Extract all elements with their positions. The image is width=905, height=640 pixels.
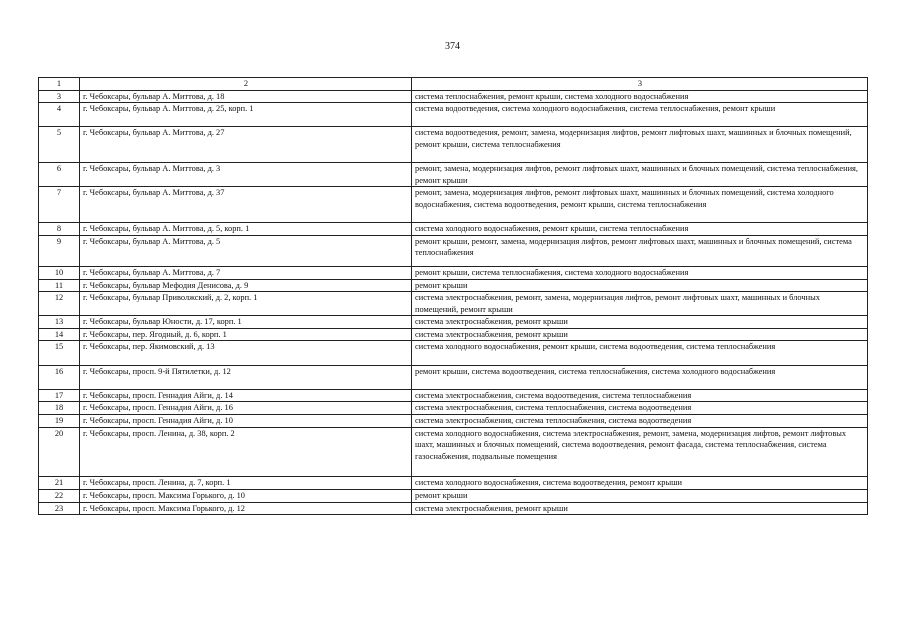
row-works: ремонт крыши, ремонт, замена, модернизация лифтов, ремонт лифтовых шахт, машинных и блочных помещений, система теплоснабжения [412, 235, 868, 266]
table-row [39, 266, 868, 279]
row-address: г. Чебоксары, просп. Геннадия Айги, д. 14 [80, 389, 412, 402]
table-row [39, 389, 868, 402]
table-row [39, 427, 868, 477]
row-works: система электроснабжения, ремонт крыши [412, 316, 868, 329]
row-works: ремонт крыши [412, 279, 868, 292]
row-address: г. Чебоксары, бульвар А. Миттова, д. 37 [80, 187, 412, 223]
row-works: ремонт, замена, модернизация лифтов, ремонт лифтовых шахт, машинных и блочных помещений, система теплоснабжения, ремонт крыши [412, 163, 868, 187]
table-row [39, 103, 868, 127]
row-number: 20 [39, 427, 80, 477]
row-works: система электроснабжения, система теплоснабжения, система водоотведения [412, 402, 868, 415]
row-address: г. Чебоксары, просп. Максима Горького, д. 10 [80, 489, 412, 502]
table-row [39, 90, 868, 103]
column-header-number: 1 [39, 78, 80, 91]
row-works: система водоотведения, система холодного водоснабжения, система теплоснабжения, ремонт крыши [412, 103, 868, 127]
row-number: 14 [39, 328, 80, 341]
row-works: система электроснабжения, ремонт крыши [412, 328, 868, 341]
table-row [39, 365, 868, 389]
row-number: 12 [39, 292, 80, 316]
row-works: система теплоснабжения, ремонт крыши, система холодного водоснабжения [412, 90, 868, 103]
row-number: 7 [39, 187, 80, 223]
table-row [39, 415, 868, 428]
table-row [39, 163, 868, 187]
row-address: г. Чебоксары, бульвар А. Миттова, д. 27 [80, 127, 412, 163]
row-number: 11 [39, 279, 80, 292]
table-row [39, 477, 868, 490]
column-header-works: 3 [412, 78, 868, 91]
row-address: г. Чебоксары, просп. 9-й Пятилетки, д. 12 [80, 365, 412, 389]
column-header-address: 2 [80, 78, 412, 91]
row-address: г. Чебоксары, просп. Геннадия Айги, д. 10 [80, 415, 412, 428]
table-row [39, 292, 868, 316]
row-address: г. Чебоксары, просп. Максима Горького, д. 12 [80, 502, 412, 515]
page-number: 374 [445, 41, 460, 52]
table-row [39, 402, 868, 415]
row-works: система холодного водоснабжения, система электроснабжения, ремонт, замена, модернизация лифтов, ремонт лифтовых шахт, машинных и блочных помещений, система водоотведения, ремонт фасада, система теплоснабжения, система газоснабжения, подвальные помещения [412, 427, 868, 477]
row-number: 6 [39, 163, 80, 187]
row-number: 3 [39, 90, 80, 103]
row-number: 10 [39, 266, 80, 279]
row-number: 16 [39, 365, 80, 389]
row-works: система электроснабжения, система теплоснабжения, система водоотведения [412, 415, 868, 428]
row-works: система электроснабжения, ремонт, замена, модернизация лифтов, ремонт лифтовых шахт, машинных и блочных помещений, ремонт крыши [412, 292, 868, 316]
row-number: 4 [39, 103, 80, 127]
row-works: система холодного водоснабжения, ремонт крыши, система водоотведения, система теплоснабжения [412, 341, 868, 365]
row-number: 18 [39, 402, 80, 415]
row-address: г. Чебоксары, бульвар А. Миттова, д. 18 [80, 90, 412, 103]
row-address: г. Чебоксары, бульвар А. Миттова, д. 25, корп. 1 [80, 103, 412, 127]
table-row [39, 279, 868, 292]
row-address: г. Чебоксары, бульвар А. Миттова, д. 5, корп. 1 [80, 223, 412, 236]
table-row [39, 502, 868, 515]
row-works: система холодного водоснабжения, ремонт крыши, система теплоснабжения [412, 223, 868, 236]
buildings-table [38, 77, 868, 515]
table-row [39, 235, 868, 266]
table-row [39, 328, 868, 341]
table-row [39, 127, 868, 163]
row-number: 17 [39, 389, 80, 402]
row-number: 21 [39, 477, 80, 490]
row-works: ремонт крыши [412, 489, 868, 502]
row-number: 8 [39, 223, 80, 236]
row-address: г. Чебоксары, просп. Ленина, д. 7, корп. 1 [80, 477, 412, 490]
row-works: система холодного водоснабжения, система водоотведения, ремонт крыши [412, 477, 868, 490]
header-row [39, 78, 868, 91]
row-address: г. Чебоксары, пер. Ягодный, д. 6, корп. 1 [80, 328, 412, 341]
row-works: система электроснабжения, система водоотведения, система теплоснабжения [412, 389, 868, 402]
table-row [39, 489, 868, 502]
row-address: г. Чебоксары, бульвар Мефодия Денисова, д. 9 [80, 279, 412, 292]
row-number: 22 [39, 489, 80, 502]
row-address: г. Чебоксары, пер. Якимовский, д. 13 [80, 341, 412, 365]
row-address: г. Чебоксары, просп. Ленина, д. 38, корп. 2 [80, 427, 412, 477]
table-body [39, 78, 868, 515]
table-row [39, 341, 868, 365]
table-row [39, 187, 868, 223]
row-number: 23 [39, 502, 80, 515]
row-number: 15 [39, 341, 80, 365]
row-number: 19 [39, 415, 80, 428]
row-number: 9 [39, 235, 80, 266]
row-number: 5 [39, 127, 80, 163]
row-address: г. Чебоксары, бульвар А. Миттова, д. 5 [80, 235, 412, 266]
row-works: система электроснабжения, ремонт крыши [412, 502, 868, 515]
row-number: 13 [39, 316, 80, 329]
table-row [39, 223, 868, 236]
row-address: г. Чебоксары, бульвар Приволжский, д. 2, корп. 1 [80, 292, 412, 316]
row-address: г. Чебоксары, просп. Геннадия Айги, д. 16 [80, 402, 412, 415]
row-address: г. Чебоксары, бульвар А. Миттова, д. 3 [80, 163, 412, 187]
row-address: г. Чебоксары, бульвар Юности, д. 17, корп. 1 [80, 316, 412, 329]
row-works: ремонт крыши, система теплоснабжения, система холодного водоснабжения [412, 266, 868, 279]
row-works: система водоотведения, ремонт, замена, модернизация лифтов, ремонт лифтовых шахт, машинных и блочных помещений, ремонт крыши, система теплоснабжения [412, 127, 868, 163]
table-row [39, 316, 868, 329]
row-works: ремонт, замена, модернизация лифтов, ремонт лифтовых шахт, машинных и блочных помещений, система холодного водоснабжения, система водоотведения, ремонт крыши, система теплоснабжения [412, 187, 868, 223]
row-address: г. Чебоксары, бульвар А. Миттова, д. 7 [80, 266, 412, 279]
row-works: ремонт крыши, система водоотведения, система теплоснабжения, система холодного водоснабжения [412, 365, 868, 389]
